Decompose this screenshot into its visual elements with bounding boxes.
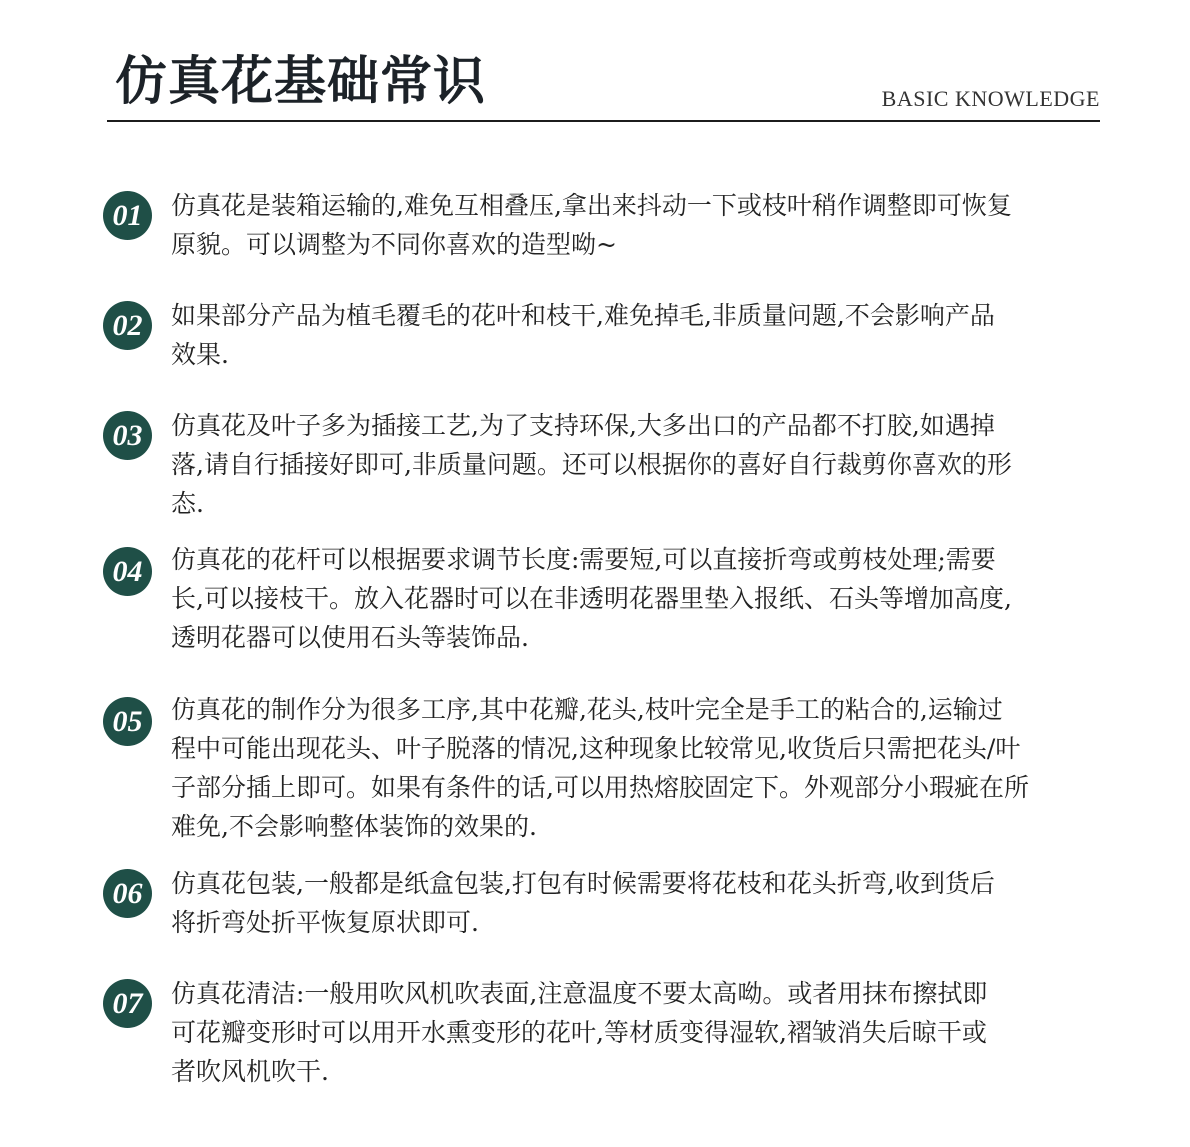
- item-text: [171, 690, 1091, 846]
- item-text-line: 仿真花及叶子多为插接工艺,为了支持环保,大多出口的产品都不打胶,如遇掉: [171, 411, 995, 440]
- item-text-line: 落,请自行插接好即可,非质量问题。还可以根据你的喜好自行裁剪你喜欢的形: [171, 450, 1012, 479]
- item-text-line: 态.: [171, 489, 204, 518]
- item-text-line: 程中可能出现花头、叶子脱落的情况,这种现象比较常见,收货后只需把花头/叶: [171, 734, 1021, 763]
- page-title: 仿真花基础常识: [115, 51, 487, 112]
- item-text: [171, 296, 1091, 374]
- item-text-line: 可花瓣变形时可以用开水熏变形的花叶,等材质变得湿软,褶皱消失后晾干或: [171, 1018, 987, 1047]
- item-text: [171, 406, 1091, 523]
- item-text-line: 仿真花的制作分为很多工序,其中花瓣,花头,枝叶完全是手工的粘合的,运输过: [171, 695, 1003, 724]
- item-text: [171, 864, 1091, 942]
- item-text-line: 仿真花是装箱运输的,难免互相叠压,拿出来抖动一下或枝叶稍作调整即可恢复: [171, 191, 1012, 220]
- item-number-badge: 05: [103, 697, 152, 746]
- item-text: [171, 540, 1091, 657]
- item-text-line: 仿真花包装,一般都是纸盒包装,打包有时候需要将花枝和花头折弯,收到货后: [171, 869, 995, 898]
- item-text-line: 仿真花的花杆可以根据要求调节长度:需要短,可以直接折弯或剪枝处理;需要: [171, 545, 996, 574]
- item-text-line: 仿真花清洁:一般用吹风机吹表面,注意温度不要太高呦。或者用抹布擦拭即: [171, 979, 988, 1008]
- item-number-badge: 02: [103, 301, 152, 350]
- item-text-line: 子部分插上即可。如果有条件的话,可以用热熔胶固定下。外观部分小瑕疵在所: [171, 773, 1029, 802]
- item-text-line: 者吹风机吹干.: [171, 1057, 329, 1086]
- item-number-badge: 03: [103, 411, 152, 460]
- item-text-line: 将折弯处折平恢复原状即可.: [171, 908, 479, 937]
- item-number-badge: 01: [103, 191, 152, 240]
- item-text-line: 效果.: [171, 340, 229, 369]
- item-text-line: 难免,不会影响整体装饰的效果的.: [171, 812, 537, 841]
- item-text: [171, 186, 1091, 264]
- item-text-line: 原貌。可以调整为不同你喜欢的造型呦~: [171, 230, 617, 259]
- item-number-badge: 07: [103, 979, 152, 1028]
- item-text: [171, 974, 1091, 1091]
- item-text-line: 长,可以接枝干。放入花器时可以在非透明花器里垫入报纸、石头等增加高度,: [171, 584, 1012, 613]
- page-subtitle: BASIC KNOWLEDGE: [881, 86, 1100, 111]
- header-divider: [107, 120, 1100, 122]
- item-text-line: 如果部分产品为植毛覆毛的花叶和枝干,难免掉毛,非质量问题,不会影响产品: [171, 301, 995, 330]
- item-text-line: 透明花器可以使用石头等装饰品.: [171, 623, 529, 652]
- item-number-badge: 06: [103, 869, 152, 918]
- item-number-badge: 04: [103, 547, 152, 596]
